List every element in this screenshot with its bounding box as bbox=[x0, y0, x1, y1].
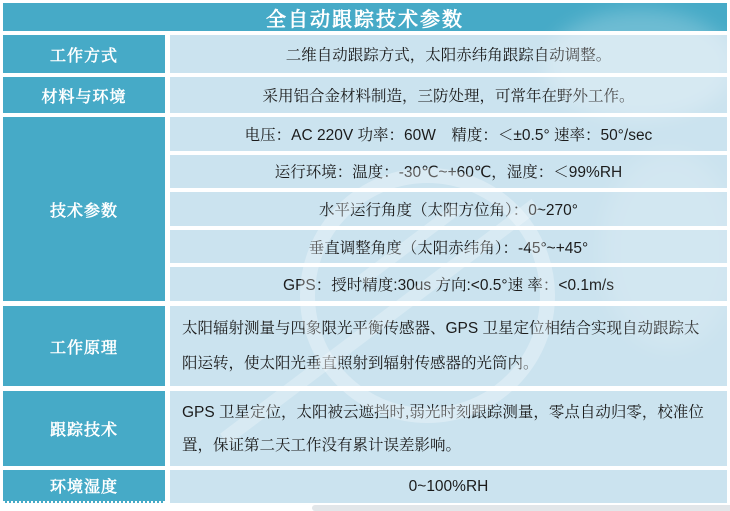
horizontal-scrollbar-thumb[interactable] bbox=[312, 505, 730, 511]
table-row bbox=[3, 391, 727, 466]
tech-param-operating-environment: 运行环境：温度：-30℃~+60℃，湿度：＜99%RH bbox=[170, 155, 727, 189]
cell-work-mode: 二维自动跟踪方式，太阳赤纬角跟踪自动调整。 bbox=[170, 35, 727, 73]
table-row bbox=[3, 306, 727, 386]
table-row bbox=[3, 117, 727, 301]
table-row bbox=[3, 470, 727, 503]
tech-param-power: 电压：AC 220V 功率：60W 精度：＜±0.5° 速率：50°/sec bbox=[170, 117, 727, 151]
technical-parameters-list bbox=[170, 117, 727, 301]
cell-material-environment: 采用铝合金材料制造，三防处理，可常年在野外工作。 bbox=[170, 77, 727, 113]
row-label-working-principle: 工作原理 bbox=[3, 306, 165, 386]
cell-working-principle: 太阳辐射测量与四象限光平衡传感器、GPS 卫星定位相结合实现自动跟踪太阳运转，使太阳光垂直照射到辐射传感器的光筒内。 bbox=[170, 306, 727, 386]
cell-tracking-technology: GPS 卫星定位，太阳被云遮挡时,弱光时刻跟踪测量，零点自动归零，校准位置，保证第二天工作没有累计误差影响。 bbox=[170, 391, 727, 466]
table-title: 全自动跟踪技术参数 bbox=[3, 3, 727, 31]
table-row bbox=[3, 77, 727, 113]
tech-param-horizontal-angle: 水平运行角度（太阳方位角）：0~270° bbox=[170, 192, 727, 226]
row-label-material-environment: 材料与环境 bbox=[3, 77, 165, 113]
row-label-technical-parameters: 技术参数 bbox=[3, 117, 165, 301]
cell-ambient-humidity: 0~100%RH bbox=[170, 470, 727, 503]
tech-param-gps: GPS：授时精度:30us 方向:<0.5°速 率：<0.1m/s bbox=[170, 267, 727, 301]
table-row bbox=[3, 35, 727, 73]
row-label-tracking-technology: 跟踪技术 bbox=[3, 391, 165, 466]
row-label-work-mode: 工作方式 bbox=[3, 35, 165, 73]
tech-param-vertical-angle: 垂直调整角度（太阳赤纬角）：-45°~+45° bbox=[170, 230, 727, 264]
row-label-ambient-humidity: 环境湿度 bbox=[3, 470, 165, 503]
